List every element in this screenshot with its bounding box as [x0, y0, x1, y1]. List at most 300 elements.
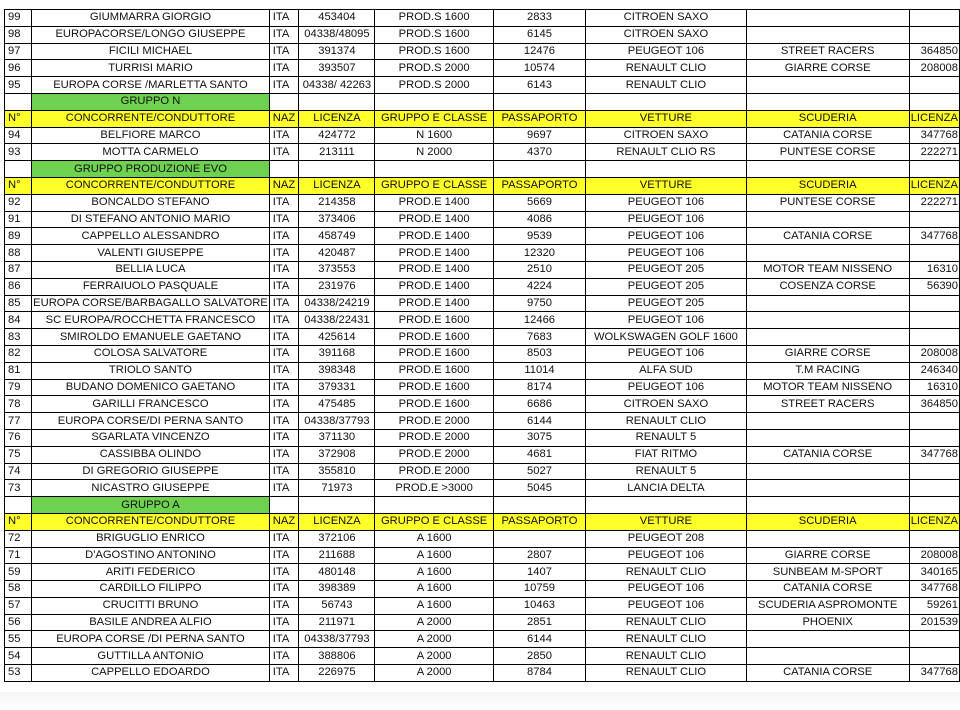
passport-cell: 6144 — [493, 631, 585, 648]
entry-number-cell: 86 — [5, 278, 32, 295]
team-license-cell: 364850 — [909, 43, 959, 60]
class-cell: PROD.E 1400 — [375, 194, 493, 211]
license-cell: 56743 — [299, 597, 375, 614]
car-cell: CITROEN SAXO — [586, 396, 746, 413]
entry-number-cell: 74 — [5, 463, 32, 480]
nationality-cell: ITA — [269, 564, 299, 581]
driver-name-cell: BUDANO DOMENICO GAETANO — [32, 379, 270, 396]
car-cell: ALFA SUD — [586, 362, 746, 379]
passport-cell: 5669 — [493, 194, 585, 211]
entry-number-cell: 88 — [5, 245, 32, 262]
class-cell: PROD.S 1600 — [375, 10, 493, 27]
nationality-cell: ITA — [269, 480, 299, 497]
license-cell: 458749 — [299, 228, 375, 245]
car-cell: RENAULT 5 — [586, 463, 746, 480]
header-car: VETTURE — [586, 513, 746, 530]
license-cell: 424772 — [299, 127, 375, 144]
entry-number-cell: 72 — [5, 530, 32, 547]
passport-cell: 8503 — [493, 345, 585, 362]
team-cell — [746, 245, 909, 262]
header-team-license: LICENZA — [909, 177, 959, 194]
passport-cell: 4224 — [493, 278, 585, 295]
group-title: GRUPPO PRODUZIONE EVO — [32, 161, 270, 178]
header-driver-name: CONCORRENTE/CONDUTTORE — [32, 177, 270, 194]
class-cell: A 1600 — [375, 597, 493, 614]
passport-cell: 11014 — [493, 362, 585, 379]
table-row — [5, 665, 960, 682]
nationality-cell: ITA — [269, 614, 299, 631]
license-cell: 391168 — [299, 345, 375, 362]
license-cell: 231976 — [299, 278, 375, 295]
class-cell: N 2000 — [375, 144, 493, 161]
license-cell: 373553 — [299, 261, 375, 278]
car-cell: PEUGEOT 106 — [586, 43, 746, 60]
empty-cell — [299, 161, 375, 178]
table-row — [5, 597, 960, 614]
license-cell: 371130 — [299, 429, 375, 446]
license-cell: 211688 — [299, 547, 375, 564]
team-license-cell — [909, 26, 959, 43]
passport-cell: 2833 — [493, 10, 585, 27]
license-cell: 04338/37793 — [299, 413, 375, 430]
entry-number-cell: 54 — [5, 648, 32, 665]
team-cell — [746, 631, 909, 648]
team-cell — [746, 295, 909, 312]
team-cell: CATANIA CORSE — [746, 228, 909, 245]
passport-cell: 2850 — [493, 648, 585, 665]
header-nationality: NAZ — [269, 513, 299, 530]
team-license-cell — [909, 429, 959, 446]
entry-list-table — [4, 9, 960, 682]
table-row — [5, 245, 960, 262]
class-cell: PROD.E 1400 — [375, 211, 493, 228]
nationality-cell: ITA — [269, 547, 299, 564]
entry-number-cell: 71 — [5, 547, 32, 564]
class-cell: A 1600 — [375, 564, 493, 581]
empty-cell — [746, 497, 909, 514]
class-cell: PROD.S 1600 — [375, 26, 493, 43]
license-cell: 372908 — [299, 446, 375, 463]
license-cell: 04338/ 42263 — [299, 77, 375, 94]
car-cell: RENAULT CLIO RS — [586, 144, 746, 161]
team-license-cell: 347768 — [909, 665, 959, 682]
table-row — [5, 312, 960, 329]
nationality-cell: ITA — [269, 144, 299, 161]
header-class: GRUPPO E CLASSE — [375, 513, 493, 530]
passport-cell: 12466 — [493, 312, 585, 329]
license-cell: 372106 — [299, 530, 375, 547]
team-license-cell: 59261 — [909, 597, 959, 614]
passport-cell: 9750 — [493, 295, 585, 312]
column-header-row — [5, 110, 960, 127]
header-team: SCUDERIA — [746, 513, 909, 530]
nationality-cell: ITA — [269, 43, 299, 60]
table-row — [5, 43, 960, 60]
car-cell: RENAULT CLIO — [586, 648, 746, 665]
license-cell: 04338/24219 — [299, 295, 375, 312]
entry-number-cell: 78 — [5, 396, 32, 413]
class-cell: A 1600 — [375, 530, 493, 547]
table-row — [5, 261, 960, 278]
entry-number-cell: 99 — [5, 10, 32, 27]
entry-number-cell: 94 — [5, 127, 32, 144]
empty-cell — [746, 93, 909, 110]
table-row — [5, 194, 960, 211]
driver-name-cell: D'AGOSTINO ANTONINO — [32, 547, 270, 564]
team-license-cell — [909, 463, 959, 480]
empty-cell — [269, 93, 299, 110]
team-cell — [746, 26, 909, 43]
team-license-cell — [909, 648, 959, 665]
team-cell — [746, 211, 909, 228]
driver-name-cell: CARDILLO FILIPPO — [32, 581, 270, 598]
passport-cell: 10463 — [493, 597, 585, 614]
class-cell: PROD.E 1600 — [375, 345, 493, 362]
empty-cell — [586, 161, 746, 178]
passport-cell: 6145 — [493, 26, 585, 43]
passport-cell: 2510 — [493, 261, 585, 278]
empty-cell — [493, 497, 585, 514]
car-cell: PEUGEOT 205 — [586, 278, 746, 295]
class-cell: PROD.E 1600 — [375, 379, 493, 396]
license-cell: 388806 — [299, 648, 375, 665]
license-cell: 391374 — [299, 43, 375, 60]
entry-number-cell: 97 — [5, 43, 32, 60]
team-license-cell: 347768 — [909, 228, 959, 245]
driver-name-cell: EUROPA CORSE /MARLETTA SANTO — [32, 77, 270, 94]
passport-cell: 6144 — [493, 413, 585, 430]
entry-number-cell: 83 — [5, 329, 32, 346]
group-row — [5, 497, 960, 514]
team-cell: PUNTESE CORSE — [746, 144, 909, 161]
license-cell: 373406 — [299, 211, 375, 228]
empty-cell — [909, 497, 959, 514]
team-cell — [746, 329, 909, 346]
class-cell: PROD.S 2000 — [375, 60, 493, 77]
page-bottom-edge — [0, 692, 960, 710]
header-license: LICENZA — [299, 513, 375, 530]
table-row — [5, 463, 960, 480]
nationality-cell: ITA — [269, 665, 299, 682]
driver-name-cell: GARILLI FRANCESCO — [32, 396, 270, 413]
nationality-cell: ITA — [269, 10, 299, 27]
empty-cell — [375, 161, 493, 178]
table-row — [5, 547, 960, 564]
class-cell: PROD.E 2000 — [375, 429, 493, 446]
entry-number-cell: 89 — [5, 228, 32, 245]
team-cell: PUNTESE CORSE — [746, 194, 909, 211]
driver-name-cell: EUROPA CORSE /DI PERNA SANTO — [32, 631, 270, 648]
nationality-cell: ITA — [269, 60, 299, 77]
car-cell: PEUGEOT 106 — [586, 245, 746, 262]
license-cell: 480148 — [299, 564, 375, 581]
entry-number-cell: 98 — [5, 26, 32, 43]
class-cell: PROD.E 2000 — [375, 463, 493, 480]
nationality-cell: ITA — [269, 631, 299, 648]
table-row — [5, 144, 960, 161]
entry-number-cell: 82 — [5, 345, 32, 362]
class-cell: PROD.E 2000 — [375, 413, 493, 430]
car-cell: RENAULT CLIO — [586, 77, 746, 94]
license-cell: 420487 — [299, 245, 375, 262]
team-license-cell: 16310 — [909, 261, 959, 278]
class-cell: PROD.S 1600 — [375, 43, 493, 60]
entry-number-cell: 79 — [5, 379, 32, 396]
entry-number-cell: 87 — [5, 261, 32, 278]
entry-number-cell: 55 — [5, 631, 32, 648]
table-row — [5, 581, 960, 598]
driver-name-cell: BELFIORE MARCO — [32, 127, 270, 144]
header-driver-name: CONCORRENTE/CONDUTTORE — [32, 513, 270, 530]
passport-cell: 8174 — [493, 379, 585, 396]
group-row — [5, 93, 960, 110]
team-license-cell: 364850 — [909, 396, 959, 413]
header-entry-number: N° — [5, 177, 32, 194]
empty-cell — [269, 161, 299, 178]
driver-name-cell: BELLIA LUCA — [32, 261, 270, 278]
class-cell: PROD.S 2000 — [375, 77, 493, 94]
class-cell: PROD.E 1600 — [375, 312, 493, 329]
driver-name-cell: BASILE ANDREA ALFIO — [32, 614, 270, 631]
license-cell: 398389 — [299, 581, 375, 598]
driver-name-cell: MOTTA CARMELO — [32, 144, 270, 161]
class-cell: A 2000 — [375, 614, 493, 631]
nationality-cell: ITA — [269, 648, 299, 665]
driver-name-cell: DI GREGORIO GIUSEPPE — [32, 463, 270, 480]
car-cell: CITROEN SAXO — [586, 10, 746, 27]
license-cell: 398348 — [299, 362, 375, 379]
class-cell: A 2000 — [375, 631, 493, 648]
entry-number-cell: 92 — [5, 194, 32, 211]
driver-name-cell: BRIGUGLIO ENRICO — [32, 530, 270, 547]
team-cell: T.M RACING — [746, 362, 909, 379]
class-cell: PROD.E 1600 — [375, 362, 493, 379]
driver-name-cell: FICILI MICHAEL — [32, 43, 270, 60]
car-cell: PEUGEOT 205 — [586, 261, 746, 278]
team-cell — [746, 312, 909, 329]
empty-cell — [493, 161, 585, 178]
entry-number-cell: 57 — [5, 597, 32, 614]
nationality-cell: ITA — [269, 228, 299, 245]
passport-cell: 4086 — [493, 211, 585, 228]
header-passport: PASSAPORTO — [493, 177, 585, 194]
entry-number-cell: 75 — [5, 446, 32, 463]
team-cell: STREET RACERS — [746, 396, 909, 413]
column-header-row — [5, 513, 960, 530]
table-row — [5, 10, 960, 27]
team-cell: SUNBEAM M-SPORT — [746, 564, 909, 581]
driver-name-cell: BONCALDO STEFANO — [32, 194, 270, 211]
header-passport: PASSAPORTO — [493, 110, 585, 127]
driver-name-cell: TURRISI MARIO — [32, 60, 270, 77]
header-car: VETTURE — [586, 110, 746, 127]
nationality-cell: ITA — [269, 261, 299, 278]
team-cell: CATANIA CORSE — [746, 581, 909, 598]
license-cell: 04338/48095 — [299, 26, 375, 43]
column-header-row — [5, 177, 960, 194]
passport-cell: 2851 — [493, 614, 585, 631]
team-license-cell — [909, 631, 959, 648]
class-cell: A 2000 — [375, 665, 493, 682]
nationality-cell: ITA — [269, 26, 299, 43]
nationality-cell: ITA — [269, 413, 299, 430]
team-license-cell: 347768 — [909, 446, 959, 463]
passport-cell: 8784 — [493, 665, 585, 682]
driver-name-cell: TRIOLO SANTO — [32, 362, 270, 379]
car-cell: PEUGEOT 106 — [586, 345, 746, 362]
driver-name-cell: SC EUROPA/ROCCHETTA FRANCESCO — [32, 312, 270, 329]
passport-cell: 6686 — [493, 396, 585, 413]
table-row — [5, 329, 960, 346]
entry-number-cell: 84 — [5, 312, 32, 329]
team-cell — [746, 463, 909, 480]
empty-cell — [299, 497, 375, 514]
header-team-license: LICENZA — [909, 110, 959, 127]
entry-number-cell: 91 — [5, 211, 32, 228]
car-cell: PEUGEOT 106 — [586, 228, 746, 245]
team-license-cell — [909, 10, 959, 27]
empty-cell — [5, 161, 32, 178]
nationality-cell: ITA — [269, 429, 299, 446]
team-license-cell: 16310 — [909, 379, 959, 396]
team-license-cell — [909, 295, 959, 312]
nationality-cell: ITA — [269, 581, 299, 598]
passport-cell: 10574 — [493, 60, 585, 77]
table-row — [5, 564, 960, 581]
car-cell: WOLKSWAGEN GOLF 1600 — [586, 329, 746, 346]
nationality-cell: ITA — [269, 194, 299, 211]
header-team: SCUDERIA — [746, 177, 909, 194]
team-license-cell: 222271 — [909, 144, 959, 161]
empty-cell — [586, 93, 746, 110]
car-cell: PEUGEOT 208 — [586, 530, 746, 547]
passport-cell: 4681 — [493, 446, 585, 463]
empty-cell — [586, 497, 746, 514]
team-license-cell — [909, 77, 959, 94]
table-row — [5, 396, 960, 413]
passport-cell: 4370 — [493, 144, 585, 161]
header-class: GRUPPO E CLASSE — [375, 177, 493, 194]
license-cell: 355810 — [299, 463, 375, 480]
driver-name-cell: ARITI FEDERICO — [32, 564, 270, 581]
license-cell: 425614 — [299, 329, 375, 346]
team-license-cell: 347768 — [909, 581, 959, 598]
team-license-cell: 246340 — [909, 362, 959, 379]
car-cell: PEUGEOT 205 — [586, 295, 746, 312]
license-cell: 379331 — [299, 379, 375, 396]
table-row — [5, 278, 960, 295]
team-cell: GIARRE CORSE — [746, 345, 909, 362]
team-cell — [746, 648, 909, 665]
header-nationality: NAZ — [269, 177, 299, 194]
table-row — [5, 77, 960, 94]
team-license-cell — [909, 480, 959, 497]
table-row — [5, 446, 960, 463]
license-cell: 71973 — [299, 480, 375, 497]
car-cell: PEUGEOT 106 — [586, 211, 746, 228]
nationality-cell: ITA — [269, 345, 299, 362]
header-car: VETTURE — [586, 177, 746, 194]
team-cell: PHOENIX — [746, 614, 909, 631]
group-title: GRUPPO A — [32, 497, 270, 514]
team-license-cell — [909, 211, 959, 228]
nationality-cell: ITA — [269, 530, 299, 547]
passport-cell: 9697 — [493, 127, 585, 144]
team-license-cell: 222271 — [909, 194, 959, 211]
team-cell — [746, 429, 909, 446]
team-license-cell — [909, 329, 959, 346]
passport-cell: 6143 — [493, 77, 585, 94]
table-row — [5, 614, 960, 631]
header-class: GRUPPO E CLASSE — [375, 110, 493, 127]
team-license-cell: 340165 — [909, 564, 959, 581]
empty-cell — [5, 497, 32, 514]
license-cell: 226975 — [299, 665, 375, 682]
car-cell: PEUGEOT 106 — [586, 312, 746, 329]
entry-number-cell: 76 — [5, 429, 32, 446]
team-cell — [746, 530, 909, 547]
nationality-cell: ITA — [269, 245, 299, 262]
team-cell — [746, 10, 909, 27]
passport-cell: 3075 — [493, 429, 585, 446]
nationality-cell: ITA — [269, 463, 299, 480]
empty-cell — [909, 93, 959, 110]
entry-number-cell: 93 — [5, 144, 32, 161]
car-cell: PEUGEOT 106 — [586, 379, 746, 396]
driver-name-cell: VALENTI GIUSEPPE — [32, 245, 270, 262]
team-cell: MOTOR TEAM NISSENO — [746, 261, 909, 278]
nationality-cell: ITA — [269, 295, 299, 312]
empty-cell — [269, 497, 299, 514]
header-entry-number: N° — [5, 513, 32, 530]
driver-name-cell: DI STEFANO ANTONIO MARIO — [32, 211, 270, 228]
class-cell: PROD.E 1400 — [375, 228, 493, 245]
team-cell: CATANIA CORSE — [746, 127, 909, 144]
team-cell — [746, 413, 909, 430]
driver-name-cell: EUROPACORSE/LONGO GIUSEPPE — [32, 26, 270, 43]
table-row — [5, 648, 960, 665]
passport-cell: 1407 — [493, 564, 585, 581]
table-row — [5, 362, 960, 379]
car-cell: CITROEN SAXO — [586, 26, 746, 43]
empty-cell — [746, 161, 909, 178]
table-row — [5, 379, 960, 396]
passport-cell: 10759 — [493, 581, 585, 598]
car-cell: PEUGEOT 106 — [586, 194, 746, 211]
team-license-cell — [909, 413, 959, 430]
entry-number-cell: 56 — [5, 614, 32, 631]
car-cell: RENAULT CLIO — [586, 631, 746, 648]
car-cell: CITROEN SAXO — [586, 127, 746, 144]
table-row — [5, 211, 960, 228]
driver-name-cell: EUROPA CORSE/BARBAGALLO SALVATORE — [32, 295, 270, 312]
team-cell: CATANIA CORSE — [746, 665, 909, 682]
class-cell: PROD.E 2000 — [375, 446, 493, 463]
entry-number-cell: 81 — [5, 362, 32, 379]
team-license-cell: 347768 — [909, 127, 959, 144]
header-team: SCUDERIA — [746, 110, 909, 127]
nationality-cell: ITA — [269, 379, 299, 396]
nationality-cell: ITA — [269, 312, 299, 329]
team-license-cell: 208008 — [909, 547, 959, 564]
driver-name-cell: SGARLATA VINCENZO — [32, 429, 270, 446]
class-cell: A 1600 — [375, 547, 493, 564]
passport-cell: 7683 — [493, 329, 585, 346]
car-cell: RENAULT CLIO — [586, 564, 746, 581]
license-cell: 04338/37793 — [299, 631, 375, 648]
table-row — [5, 631, 960, 648]
entry-number-cell: 58 — [5, 581, 32, 598]
